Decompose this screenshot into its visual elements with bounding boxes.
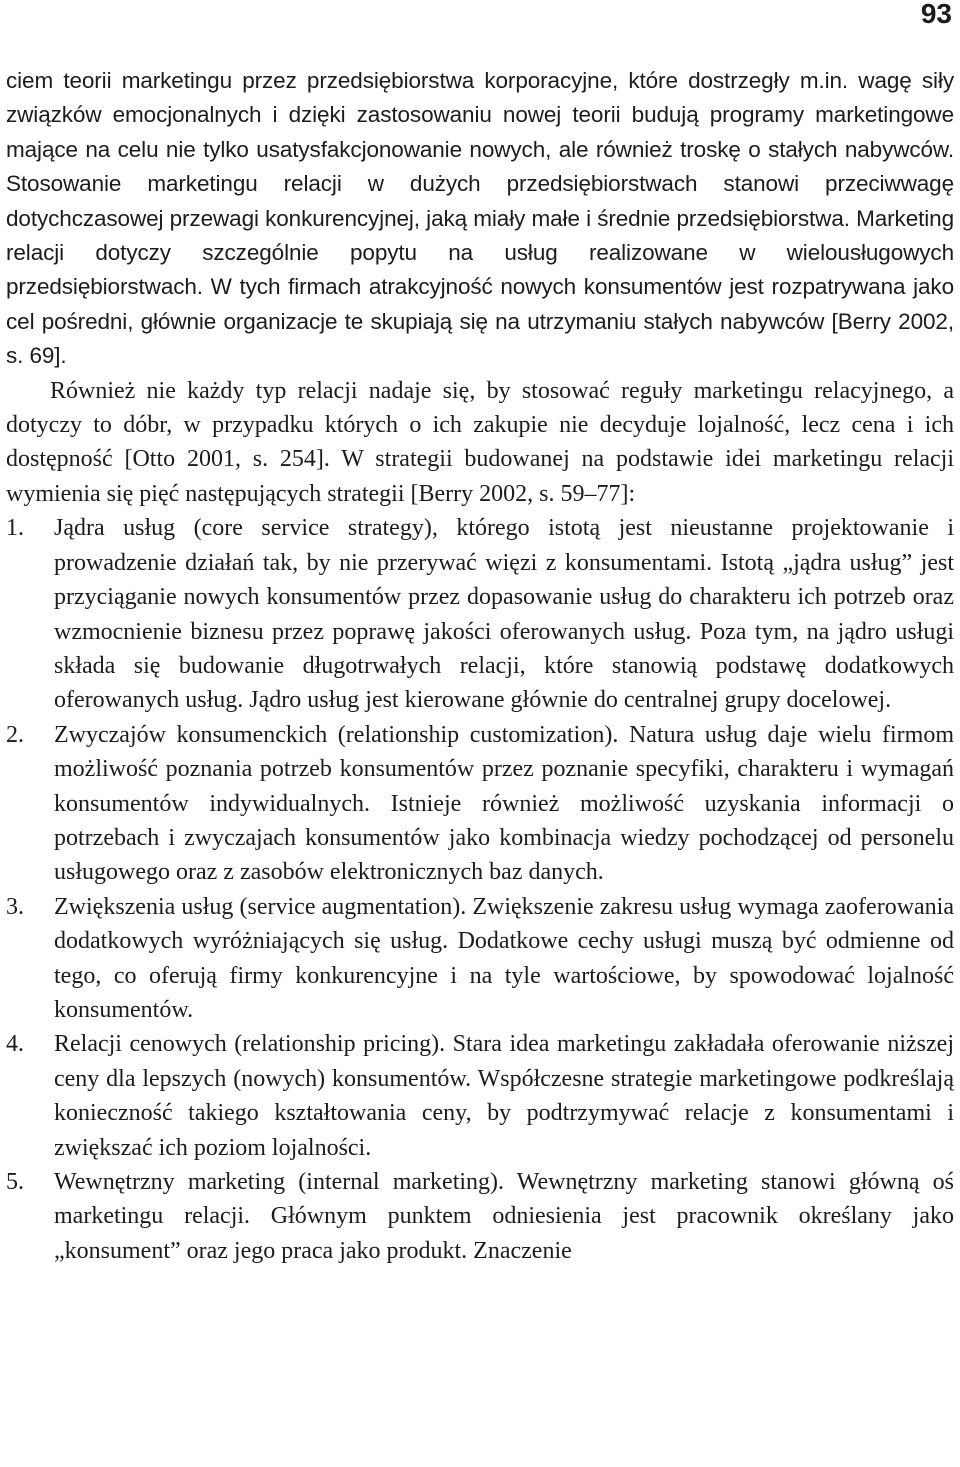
- list-item-text: Zwiększenia usług (service augmentation). Zwiększenie zakresu usług wymaga zaoferowania dodatkowych wyróżniających się usług. Dodatkowe cechy usługi muszą być odmienne od tego, co oferują firmy konkurencyjne i na tyle wartościowe, by spowodować lojalność konsumentów.: [54, 893, 954, 1023]
- list-item-number: 2.: [6, 721, 24, 748]
- paragraph-1: ciem teorii marketingu przez przedsiębiorstwa korporacyjne, które dostrzegły m.in. wagę siły związków emocjonalnych i dzięki zastosowaniu nowej teorii budują programy marketingowe mające na celu nie tylko usatysfakcjonowanie nowych, ale również troskę o stałych nabywców. Stosowanie marketingu relacji w dużych przedsiębiorstwach stanowi przeciwwagę dotychczasowej przewagi konkurencyjnej, jaką miały małe i średnie przedsiębiorstwa. Marketing relacji dotyczy szczególnie popytu na usług realizowane w wielousługowych przedsiębiorstwach. W tych firmach atrakcyjność nowych konsumentów jest rozpatrywana jako cel pośredni, głównie organizacje te skupiają się na utrzymaniu stałych nabywców [Berry 2002, s. 69].: [6, 68, 954, 369]
- page-number: 93: [920, 0, 952, 29]
- list-item-number: 4.: [6, 1031, 24, 1058]
- paragraph-2: Również nie każdy typ relacji nadaje się, by stosować reguły marketingu relacyjnego, a dotyczy to dóbr, w przypadku których o ich zakupie nie decyduje lojalność, lecz cena i ich dostępność [Otto 2001, s. 254]. W strategii budowanej na podstawie idei marketingu relacji wymienia się pięć następujących strategii [Berry 2002, s. 59–77]:: [6, 377, 954, 507]
- list-item-text: Wewnętrzny marketing (internal marketing). Wewnętrzny marketing stanowi główną oś marketingu relacji. Głównym punktem odniesienia jest pracownik określany jako „konsument” oraz jego praca jako produkt. Znaczenie: [54, 1169, 954, 1264]
- list-item: [6, 1027, 954, 1165]
- list-item-text: Zwyczajów konsumenckich (relationship customization). Natura usług daje wielu firmom możliwość poznania potrzeb konsumentów przez poznanie specyfiki, charakteru i wymagań konsumentów indywidualnych. Istnieje również możliwość uzyskania informacji o potrzebach i zwyczajach konsumentów jako kombinacja wiedzy pochodzącej od personelu usługowego oraz z zasobów elektronicznych baz danych.: [54, 721, 954, 886]
- list-item-number: 1.: [6, 515, 24, 542]
- list-item-number: 3.: [6, 893, 24, 920]
- list-item: [6, 890, 954, 1028]
- list-item-number: 5.: [6, 1169, 24, 1195]
- list-item: [6, 511, 954, 717]
- page-body: [6, 64, 954, 1268]
- list-item-text: Relacji cenowych (relationship pricing). Stara idea marketingu zakładała oferowanie niższej ceny dla lepszych (nowych) konsumentów. Współczesne strategie marketingowe podkreślają konieczność takiego kształtowania ceny, by podtrzymywać relacje z konsumentami i zwiększać ich poziom lojalności.: [54, 1031, 954, 1161]
- strategy-list: [6, 511, 954, 1268]
- list-item-text: Jądra usług (core service strategy), którego istotą jest nieustanne projektowanie i prowadzenie działań tak, by nie przerywać więzi z konsumentami. Istotą „jądra usług” jest przyciąganie nowych konsumentów przez dopasowanie usług do charakteru ich potrzeb oraz wzmocnienie biznesu przez poprawę jakości oferowanych usług. Poza tym, na jądro usługi składa się budowanie długotrwałych relacji, które stanowią podstawę dodatkowych oferowanych usług. Jądro usług jest kierowane głównie do centralnej grupy docelowej.: [54, 515, 954, 714]
- list-item: [6, 718, 954, 890]
- list-item: [6, 1165, 954, 1268]
